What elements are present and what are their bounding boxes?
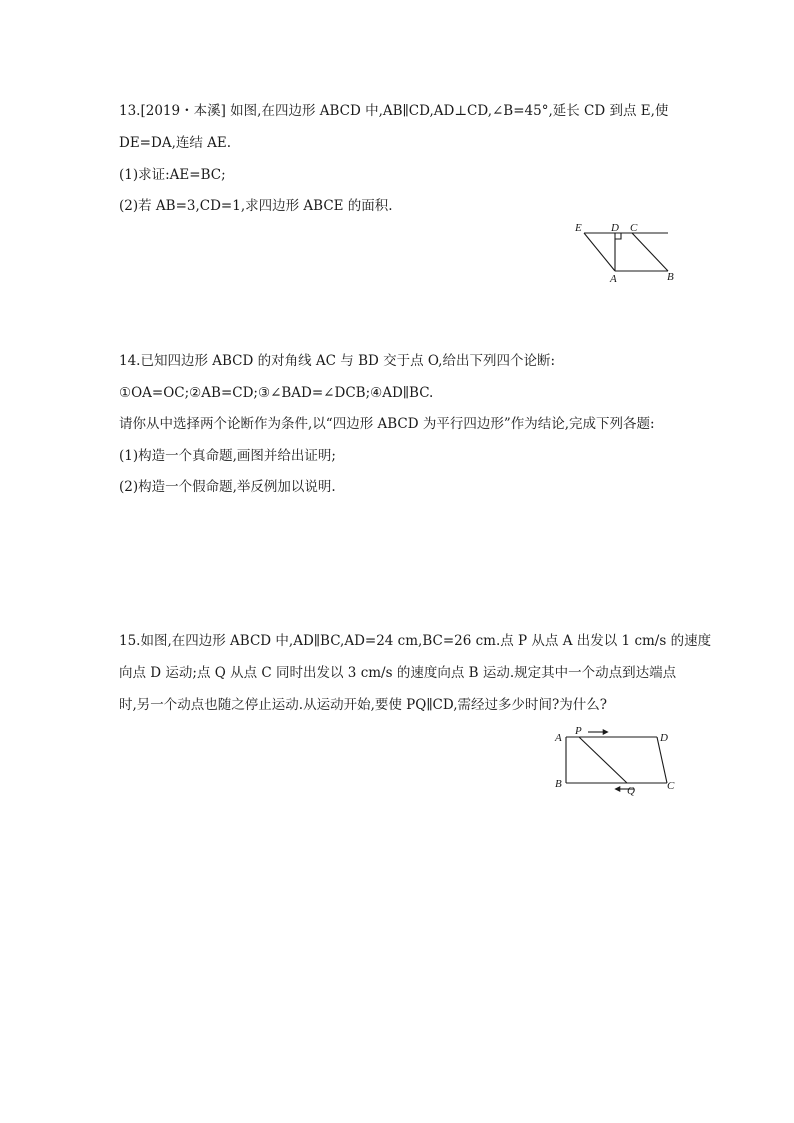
- figure-13-label-a: A: [610, 273, 617, 285]
- figure-15-label-d: D: [660, 732, 668, 744]
- problem-14-assertions: ①OA=OC;②AB=CD;③∠BAD=∠DCB;④AD∥BC.: [119, 385, 434, 401]
- figure-15-label-p: P: [575, 726, 582, 737]
- problem-13-statement-cont: DE=DA,连结 AE.: [119, 135, 232, 151]
- problem-14-question-2: (2)构造一个假命题,举反例加以说明.: [119, 479, 336, 495]
- problem-13-question-1: (1)求证:AE=BC;: [119, 167, 226, 183]
- figure-13-segment-cb: [632, 233, 668, 271]
- figure-13-label-c: C: [630, 222, 638, 234]
- problem-13-statement: 13.[2019・本溪] 如图,在四边形 ABCD 中,AB∥CD,AD⊥CD,∠B=45°,延长 CD 到点 E,使: [119, 103, 669, 119]
- problem-15-statement-cont: 向点 D 运动;点 Q 从点 C 同时出发以 3 cm/s 的速度向点 B 运动.规定其中一个动点到达端点: [119, 665, 677, 681]
- figure-15-label-c: C: [667, 780, 675, 792]
- problem-13-question-2: (2)若 AB=3,CD=1,求四边形 ABCE 的面积.: [119, 198, 393, 214]
- problem-13-figure: [570, 218, 680, 286]
- figure-15-label-q: Q: [627, 785, 635, 796]
- figure-15-arrow-p-head: [603, 730, 608, 735]
- figure-15-arrow-q-head: [615, 787, 620, 792]
- figure-15-label-b: B: [555, 778, 562, 790]
- problem-14-question-1: (1)构造一个真命题,画图并给出证明;: [119, 448, 336, 464]
- figure-15-segment-pq: [579, 737, 627, 783]
- problem-15-statement: 15.如图,在四边形 ABCD 中,AD∥BC,AD=24 cm,BC=26 cm.点 P 从点 A 出发以 1 cm/s 的速度: [119, 633, 712, 649]
- problem-15-figure: [550, 726, 680, 796]
- problem-15-question: 时,另一个动点也随之停止运动.从运动开始,要使 PQ∥CD,需经过多少时间?为什么?: [119, 697, 607, 713]
- problem-14-statement: 14.已知四边形 ABCD 的对角线 AC 与 BD 交于点 O,给出下列四个论断:: [119, 353, 556, 369]
- problem-14-instruction: 请你从中选择两个论断作为条件,以“四边形 ABCD 为平行四边形”作为结论,完成下列各题:: [119, 416, 655, 432]
- figure-15-label-a: A: [555, 732, 562, 744]
- figure-13-segment-ea: [584, 233, 615, 271]
- figure-13-label-d: D: [611, 222, 619, 234]
- figure-13-label-b: B: [667, 271, 674, 283]
- figure-13-label-e: E: [575, 222, 582, 234]
